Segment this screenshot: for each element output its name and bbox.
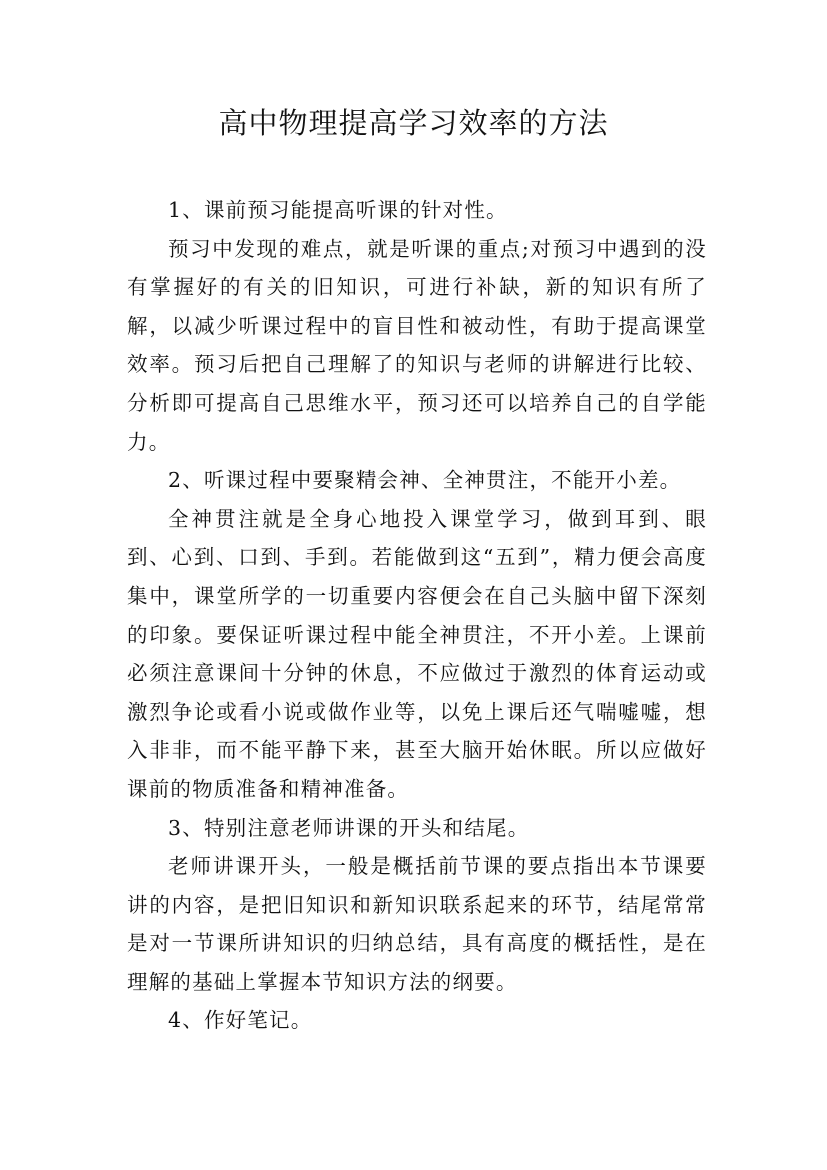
section-heading-1: 1、课前预习能提高听课的针对性。 xyxy=(168,198,508,222)
section-paragraph-2: 全神贯注就是全身心地投入课堂学习，做到耳到、眼到、心到、口到、手到。若能做到这“五到”，精力便会高度集中，课堂所学的一切重要内容便会在自己头脑中留下深刻的印象。要保证听课过程中能全神贯注，不开小差。上课前必须注意课间十分钟的休息，不应做过于激烈的体育运动或激烈争论或看小说或做作业等，以免上课后还气喘嘘嘘，想入非非，而不能平静下来，甚至大脑开始休眠。所以应做好课前的物质准备和精神准备。 xyxy=(127,506,707,801)
document-body xyxy=(127,191,707,1040)
section-heading-3: 3、特别注意老师讲课的开头和结尾。 xyxy=(168,815,530,840)
section-paragraph-3: 老师讲课开头，一般是概括前节课的要点指出本节课要讲的内容，是把旧知识和新知识联系起来的环节，结尾常常是对一节课所讲知识的归纳总结，具有高度的概括性，是在理解的基础上掌握本节知识方法的纲要。 xyxy=(127,854,707,994)
section-heading-2: 2、听课过程中要聚精会神、全神贯注，不能开小差。 xyxy=(168,468,682,493)
section-heading-4: 4、作好笔记。 xyxy=(168,1008,313,1033)
section-paragraph-1: 预习中发现的难点，就是听课的重点;对预习中遇到的没有掌握好的有关的旧知识，可进行补缺，新的知识有所了解，以减少听课过程中的盲目性和被动性，有助于提高课堂效率。预习后把自己理解了的知识与老师的讲解进行比较、分析即可提高自己思维水平，预习还可以培养自己的自学能力。 xyxy=(127,236,707,454)
document-title: 高中物理提高学习效率的方法 xyxy=(218,106,609,140)
